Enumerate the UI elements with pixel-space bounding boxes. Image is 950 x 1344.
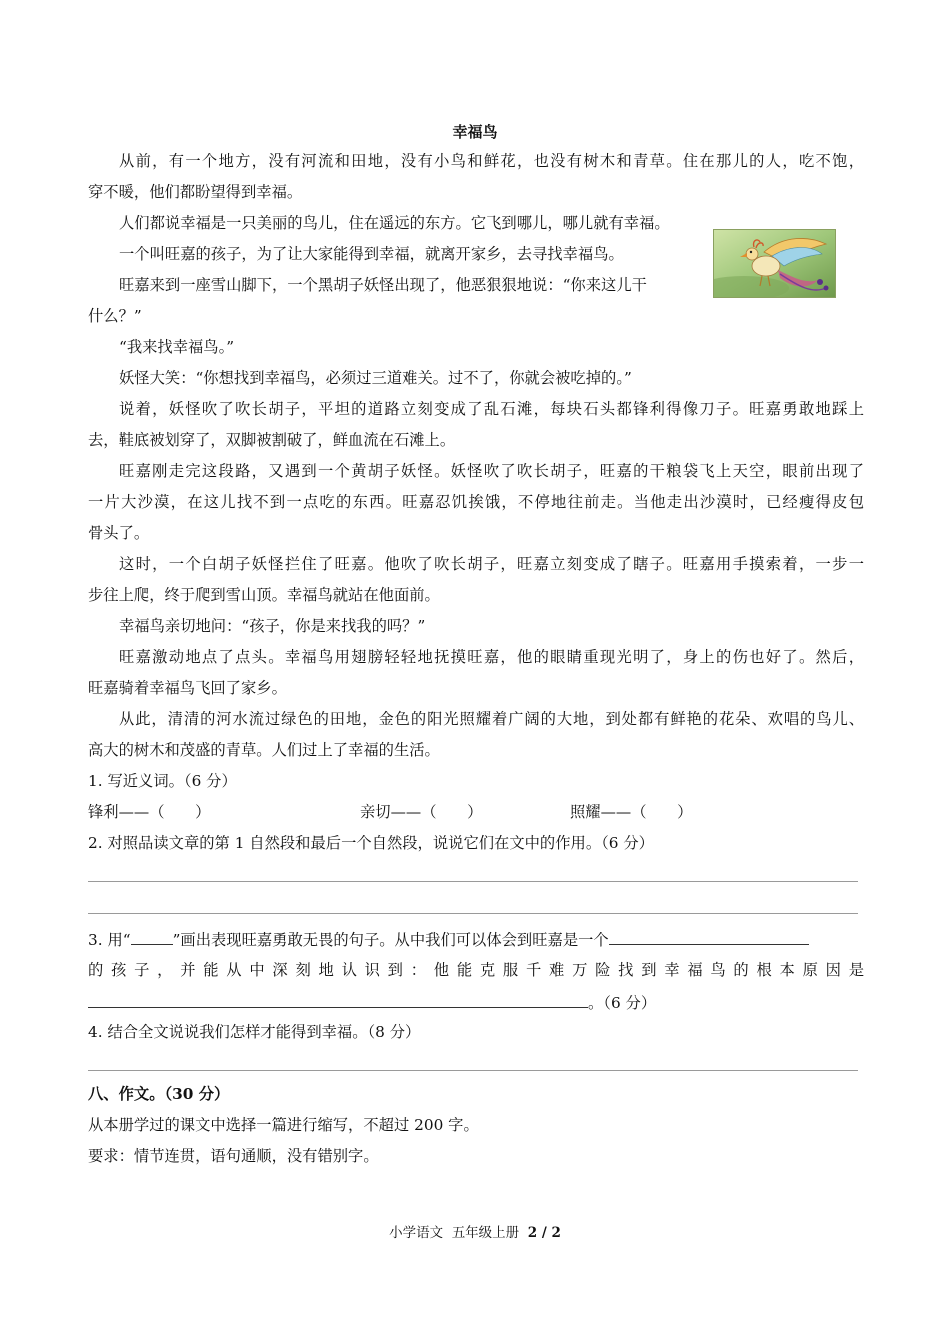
answer-line[interactable] [88,881,858,882]
page-number: 2 / 2 [527,1225,561,1241]
question-3-prefix: 3. 用“ [88,931,131,949]
page-footer [0,1221,950,1241]
underline-sample [131,928,173,945]
answer-blank[interactable] [88,991,588,1008]
question-1: 1. 写近义词。（6 分） [88,772,237,790]
question-3-line-2: 的孩子，并能从中深刻地认识到：他能克服千难万险找到幸福鸟的根本原因是 [88,961,864,979]
story-paragraph-11-line-2: 旺嘉骑着幸福鸟飞回了家乡。 [88,679,287,697]
answer-blank[interactable] [609,928,809,945]
question-1-item-c[interactable]: 照耀——（ ） [570,803,693,821]
story-paragraph-8-line-3: 骨头了。 [88,524,150,542]
question-3-line-1 [88,928,809,950]
story-title: 幸福鸟 [452,123,498,141]
footer-subject: 小学语文 [389,1225,444,1241]
composition-task: 从本册学过的课文中选择一篇进行缩写，不超过 200 字。 [88,1116,479,1134]
answer-line[interactable] [88,913,858,914]
story-paragraph-12-line-2: 高大的树木和茂盛的青草。人们过上了幸福的生活。 [88,741,440,759]
question-1-item-a[interactable]: 锋利——（ ） [88,803,211,821]
story-paragraph-5: “我来找幸福鸟。” [119,338,235,356]
question-3-line-3 [88,991,656,1013]
story-paragraph-9-line-1: 这时，一个白胡子妖怪拦住了旺嘉。他吹了吹长胡子，旺嘉立刻变成了瞎子。旺嘉用手摸索着，一步一 [119,555,864,573]
story-paragraph-8-line-1: 旺嘉刚走完这段路，又遇到一个黄胡子妖怪。妖怪吹了吹长胡子，旺嘉的干粮袋飞上天空，眼前出现了 [119,462,864,480]
story-paragraph-10: 幸福鸟亲切地问：“孩子，你是来找我的吗？” [119,617,426,635]
bird-icon [714,230,835,297]
composition-requirements: 要求：情节连贯，语句通顺，没有错别字。 [88,1147,379,1165]
story-paragraph-11-line-1: 旺嘉激动地点了点头。幸福鸟用翅膀轻轻地抚摸旺嘉，他的眼睛重现光明了，身上的伤也好了。然后， [119,648,864,666]
story-paragraph-1-line-1: 从前，有一个地方，没有河流和田地，没有小鸟和鲜花，也没有树木和青草。住在那儿的人，吃不饱， [119,152,864,170]
composition-heading: 八、作文。（30 分） [88,1085,230,1103]
story-paragraph-7-line-1: 说着，妖怪吹了吹长胡子，平坦的道路立刻变成了乱石滩，每块石头都锋利得像刀子。旺嘉勇敢地踩上 [119,400,864,418]
story-paragraph-4-line-1: 旺嘉来到一座雪山脚下，一个黑胡子妖怪出现了，他恶狠狠地说：“你来这儿干 [119,276,647,294]
question-1-item-b[interactable]: 亲切——（ ） [360,803,483,821]
question-4: 4. 结合全文说说我们怎样才能得到幸福。（8 分） [88,1023,421,1041]
happiness-bird-illustration [713,229,836,298]
question-2: 2. 对照品读文章的第 1 自然段和最后一个自然段，说说它们在文中的作用。（6 分） [88,834,654,852]
story-paragraph-4-line-2: 什么？” [88,307,142,325]
question-3-score: 。（6 分） [588,994,657,1012]
story-paragraph-12-line-1: 从此，清清的河水流过绿色的田地，金色的阳光照耀着广阔的大地，到处都有鲜艳的花朵、欢唱的鸟儿、 [119,710,864,728]
story-paragraph-3: 一个叫旺嘉的孩子，为了让大家能得到幸福，就离开家乡，去寻找幸福鸟。 [119,245,624,263]
story-paragraph-8-line-2: 一片大沙漠，在这儿找不到一点吃的东西。旺嘉忍饥挨饿，不停地往前走。当他走出沙漠时，已经瘦得皮包 [88,493,864,511]
story-paragraph-2: 人们都说幸福是一只美丽的鸟儿，住在遥远的东方。它飞到哪儿，哪儿就有幸福。 [119,214,670,232]
story-paragraph-9-line-2: 步往上爬，终于爬到雪山顶。幸福鸟就站在他面前。 [88,586,440,604]
answer-line[interactable] [88,1070,858,1071]
story-paragraph-6: 妖怪大笑：“你想找到幸福鸟，必须过三道难关。过不了，你就会被吃掉的。” [119,369,632,387]
story-paragraph-7-line-2: 去，鞋底被划穿了，双脚被割破了，鲜血流在石滩上。 [88,431,456,449]
footer-grade: 五年级上册 [451,1225,520,1241]
story-paragraph-1-line-2: 穿不暖，他们都盼望得到幸福。 [88,183,303,201]
question-3-prompt: ”画出表现旺嘉勇敢无畏的句子。从中我们可以体会到旺嘉是一个 [172,931,609,949]
